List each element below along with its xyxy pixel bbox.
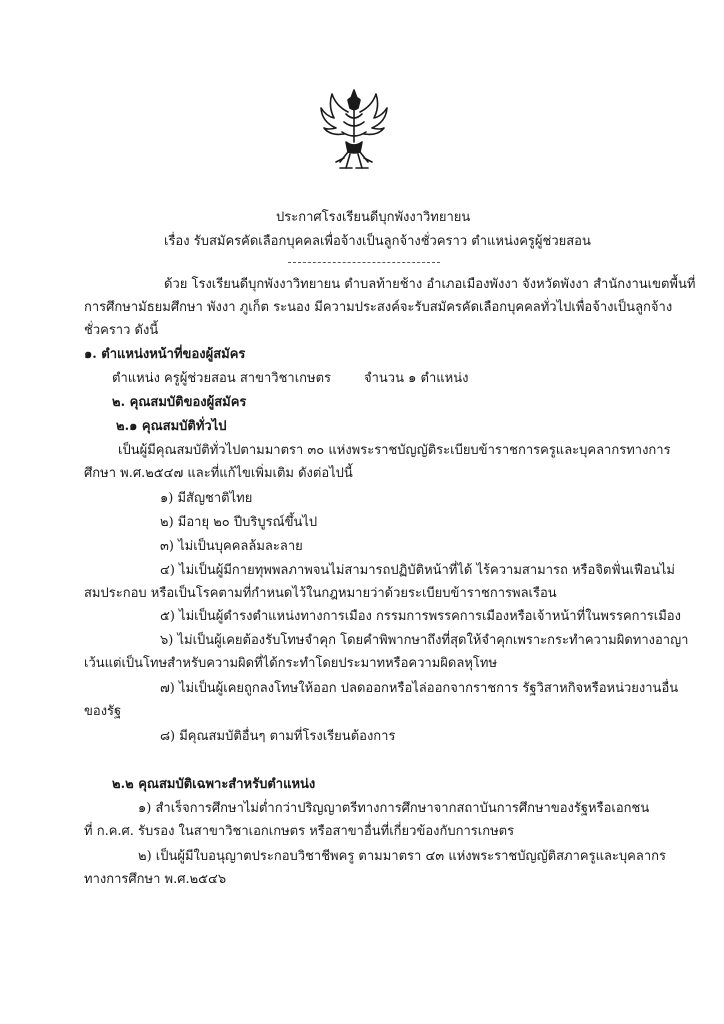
announcement-subject: เรื่อง รับสมัครคัดเลือกบุคคลเพื่อจ้างเป็นลูกจ้างชั่วคราว ตำแหน่งครูผู้ช่วยสอน (164, 234, 591, 249)
qualification-item-cont: ของรัฐ (84, 704, 122, 719)
position-title: ตำแหน่ง ครูผู้ช่วยสอน สาขาวิชาเกษตร (112, 371, 332, 386)
qualification-item: ๓) ไม่เป็นบุคคลล้มละลาย (160, 539, 303, 554)
section-2-1-intro-2: ศึกษา พ.ศ.๒๕๔๗ และที่แก้ไขเพิ่มเติม ดังต่อไปนี้ (84, 466, 353, 481)
qualification-item: ๕) ไม่เป็นผู้ดำรงตำแหน่งทางการเมือง กรรมการพรรคการเมืองหรือเจ้าหน้าที่ในพรรคการเมือง (160, 609, 681, 624)
section-2-2-heading: ๒.๒ คุณสมบัติเฉพาะสำหรับตำแหน่ง (112, 777, 316, 792)
qualification-item: ๖) ไม่เป็นผู้เคยต้องรับโทษจำคุก โดยคำพิพากษาถึงที่สุดให้จำคุกเพราะกระทำความผิดทางอาญา (160, 633, 689, 648)
qualification-item-cont: เว้นแต่เป็นโทษสำหรับความผิดที่ได้กระทำโดยประมาทหรือความผิดลหุโทษ (84, 656, 498, 671)
specific-item-cont: ที่ ก.ค.ศ. รับรอง ในสาขาวิชาเอกเกษตร หรือสาขาอื่นที่เกี่ยวข้องกับการเกษตร (84, 824, 515, 839)
intro-line-2: การศึกษามัธยมศึกษา พังงา ภูเก็ต ระนอง มีความประสงค์จะรับสมัครคัดเลือกบุคคลทั่วไปเพื่อจ้างเป็นลูกจ้าง (84, 300, 673, 315)
qualification-item: ๑) มีสัญชาติไทย (160, 491, 253, 506)
section-2-1-heading: ๒.๑ คุณสมบัติทั่วไป (116, 419, 227, 434)
qualification-item: ๗) ไม่เป็นผู้เคยถูกลงโทษให้ออก ปลดออกหรือไล่ออกจากราชการ รัฐวิสาหกิจหรือหน่วยงานอื่น (160, 681, 679, 696)
qualification-item: ๒) มีอายุ ๒๐ ปีบริบูรณ์ขึ้นไป (160, 515, 318, 530)
qualification-item: ๘) มีคุณสมบัติอื่นๆ ตามที่โรงเรียนต้องการ (160, 729, 396, 744)
garuda-emblem (318, 88, 390, 174)
separator-line (288, 262, 440, 263)
section-2-heading: ๒. คุณสมบัติของผู้สมัคร (112, 395, 247, 410)
specific-item: ๒) เป็นผู้มีใบอนุญาตประกอบวิชาชีพครู ตามมาตรา ๔๓ แห่งพระราชบัญญัติสภาครูและบุคลากร (138, 849, 666, 864)
qualification-item: ๔) ไม่เป็นผู้มีกายทุพพลภาพจนไม่สามารถปฏิบัติหน้าที่ได้ ไร้ความสามารถ หรือจิตฟั่นเฟือนไม่ (160, 563, 675, 578)
specific-item-cont: ทางการศึกษา พ.ศ.๒๕๔๖ (84, 872, 227, 887)
section-2-1-intro-1: เป็นผู้มีคุณสมบัติทั่วไปตามมาตรา ๓๐ แห่งพระราชบัญญัติระเบียบข้าราชการครูและบุคลากรทางการ (118, 443, 671, 458)
section-1-heading: ๑. ตำแหน่งหน้าที่ของผู้สมัคร (84, 347, 246, 362)
announcement-title: ประกาศโรงเรียนดีบุกพังงาวิทยายน (276, 210, 471, 225)
specific-item: ๑) สำเร็จการศึกษาไม่ต่ำกว่าปริญญาตรีทางการศึกษาจากสถาบันการศึกษาของรัฐหรือเอกชน (138, 801, 650, 816)
qualification-item-cont: สมประกอบ หรือเป็นโรคตามที่กำหนดไว้ในกฎหมายว่าด้วยระเบียบข้าราชการพลเรือน (84, 586, 557, 601)
intro-line-1: ด้วย โรงเรียนดีบุกพังงาวิทยายน ตำบลท้ายช้าง อำเภอเมืองพังงา จังหวัดพังงา สำนักงานเขตพื้นที่ (164, 277, 696, 292)
position-count: จำนวน ๑ ตำแหน่ง (364, 371, 469, 386)
intro-line-3: ชั่วคราว ดังนี้ (84, 323, 159, 338)
